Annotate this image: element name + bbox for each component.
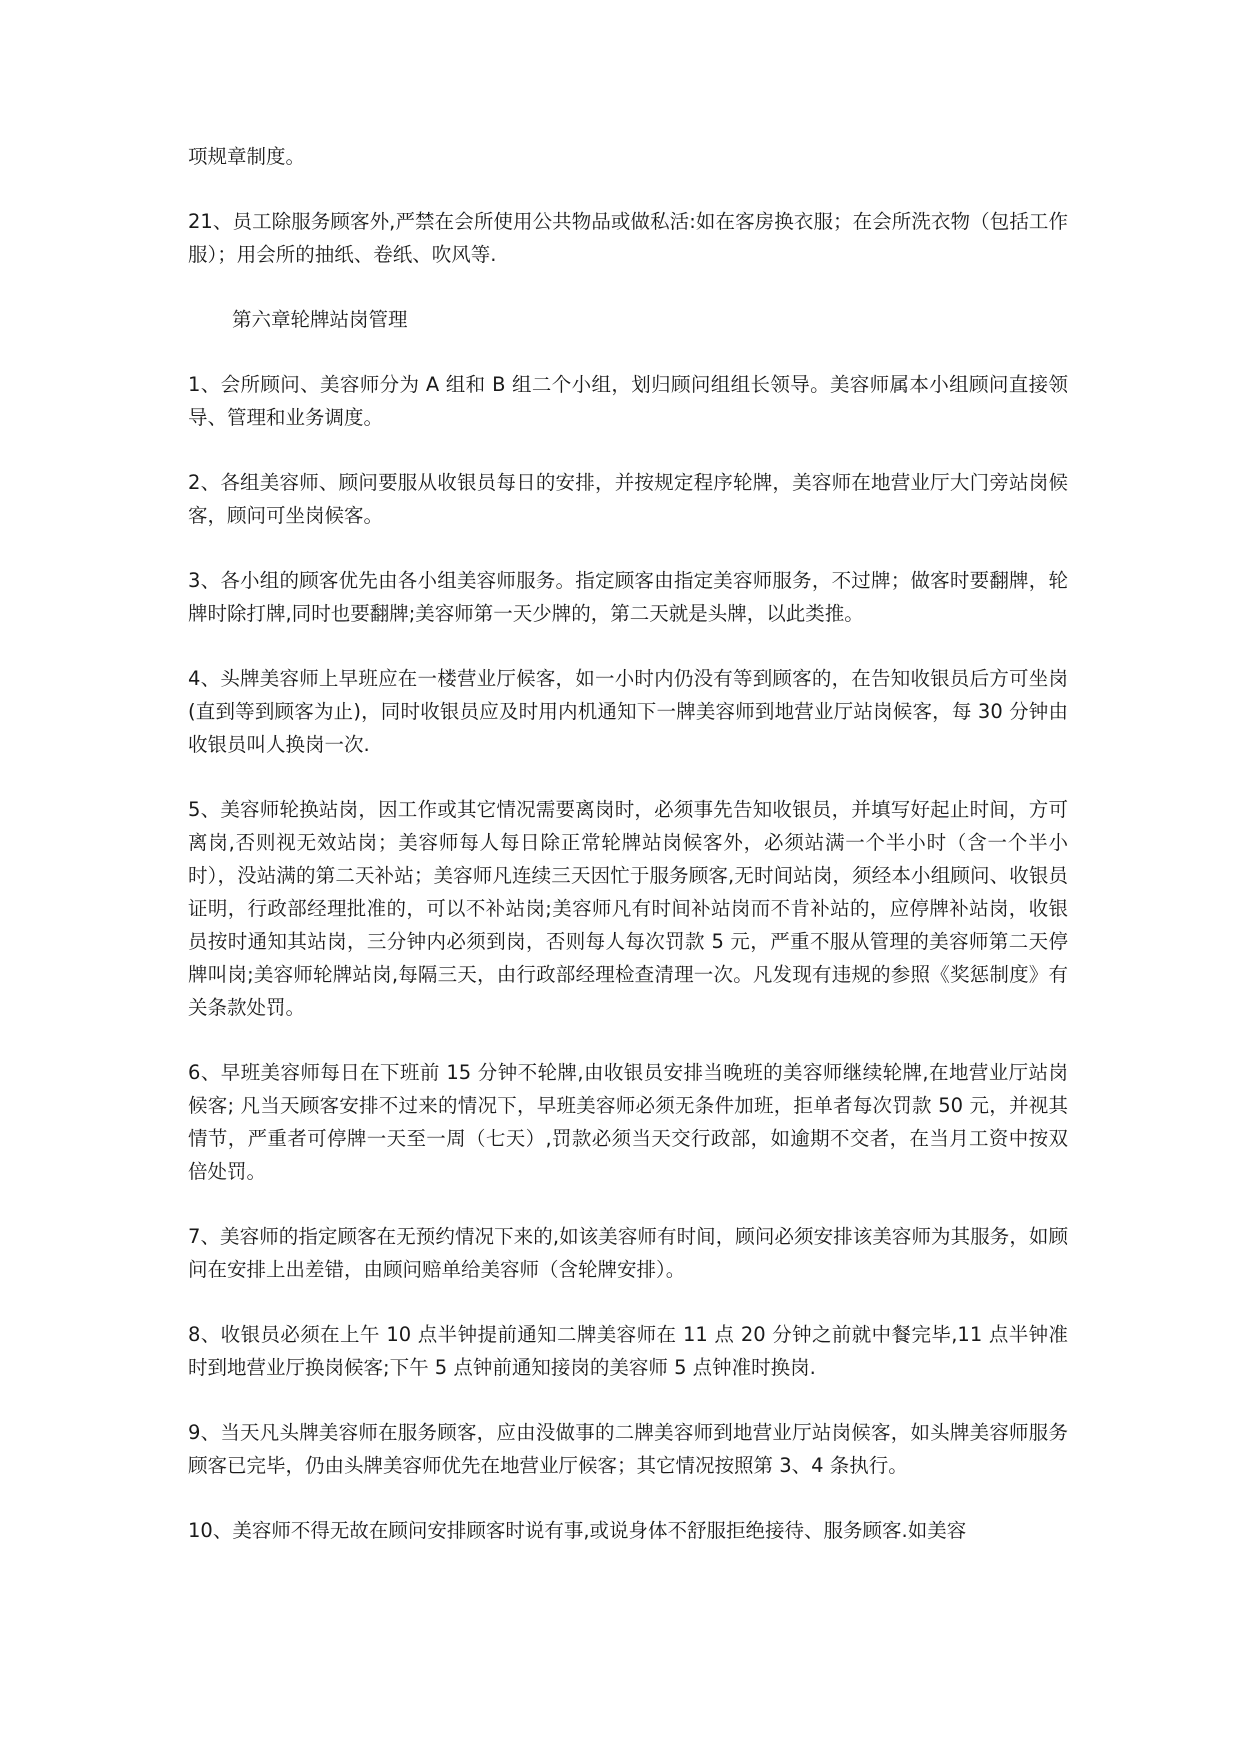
paragraph-rule-1: 1、会所顾问、美容师分为 A 组和 B 组二个小组，划归顾问组组长领导。美容师属本小组顾问直接领导、管理和业务调度。 — [188, 373, 1068, 429]
paragraph-rule-2: 2、各组美容师、顾问要服从收银员每日的安排，并按规定程序轮牌，美容师在地营业厅大门旁站岗候客，顾问可坐岗候客。 — [188, 471, 1068, 527]
paragraph-rule-9: 9、当天凡头牌美容师在服务顾客，应由没做事的二牌美容师到地营业厅站岗候客，如头牌美容师服务顾客已完毕，仍由头牌美容师优先在地营业厅候客；其它情况按照第 3、4 条执行。 — [188, 1421, 1068, 1477]
paragraph-rule-4: 4、头牌美容师上早班应在一楼营业厅候客，如一小时内仍没有等到顾客的，在告知收银员后方可坐岗(直到等到顾客为止)，同时收银员应及时用内机通知下一牌美容师到地营业厅站岗候客，每 30 分钟由收银员叫人换岗一次. — [188, 667, 1068, 756]
paragraph-rule-7: 7、美容师的指定顾客在无预约情况下来的,如该美容师有时间，顾问必须安排该美容师为其服务，如顾问在安排上出差错，由顾问赔单给美容师（含轮牌安排）。 — [188, 1225, 1068, 1281]
paragraph-continuation: 项规章制度。 — [188, 145, 306, 168]
paragraph-rule-5: 5、美容师轮换站岗，因工作或其它情况需要离岗时，必须事先告知收银员，并填写好起止时间，方可离岗,否则视无效站岗；美容师每人每日除正常轮牌站岗候客外，必须站满一个半小时（含一个半小时），没站满的第二天补站；美容师凡连续三天因忙于服务顾客,无时间站岗，须经本小组顾问、收银员证明，行政部经理批准的，可以不补站岗;美容师凡有时间补站岗而不肯补站的，应停牌补站岗，收银员按时通知其站岗，三分钟内必须到岗，否则每人每次罚款 5 元，严重不服从管理的美容师第二天停牌叫岗;美容师轮牌站岗,每隔三天，由行政部经理检查清理一次。凡发现有违规的参照《奖惩制度》有关条款处罚。 — [188, 798, 1068, 1019]
paragraph-rule-10: 10、美容师不得无故在顾问安排顾客时说有事,或说身体不舒服拒绝接待、服务顾客.如美容 — [188, 1519, 967, 1542]
paragraph-rule-6: 6、早班美容师每日在下班前 15 分钟不轮牌,由收银员安排当晚班的美容师继续轮牌,在地营业厅站岗候客; 凡当天顾客安排不过来的情况下，早班美容师必须无条件加班，拒单者每次罚款 50 元，并视其情节，严重者可停牌一天至一周（七天）,罚款必须当天交行政部，如逾期不交者，在当月工资中按双倍处罚。 — [188, 1061, 1068, 1183]
chapter-heading: 第六章轮牌站岗管理 — [232, 308, 408, 331]
paragraph-rule-3: 3、各小组的顾客优先由各小组美容师服务。指定顾客由指定美容师服务，不过牌；做客时要翻牌，轮牌时除打牌,同时也要翻牌;美容师第一天少牌的，第二天就是头牌，以此类推。 — [188, 569, 1068, 625]
paragraph-rule-8: 8、收银员必须在上午 10 点半钟提前通知二牌美容师在 11 点 20 分钟之前就中餐完毕,11 点半钟准时到地营业厅换岗候客;下午 5 点钟前通知接岗的美容师 5 点钟准时换岗. — [188, 1323, 1068, 1379]
document-page — [188, 140, 1068, 1579]
paragraph-rule-21: 21、员工除服务顾客外,严禁在会所使用公共物品或做私活:如在客房换衣服；在会所洗衣物（包括工作服）；用会所的抽纸、卷纸、吹风等. — [188, 210, 1068, 266]
